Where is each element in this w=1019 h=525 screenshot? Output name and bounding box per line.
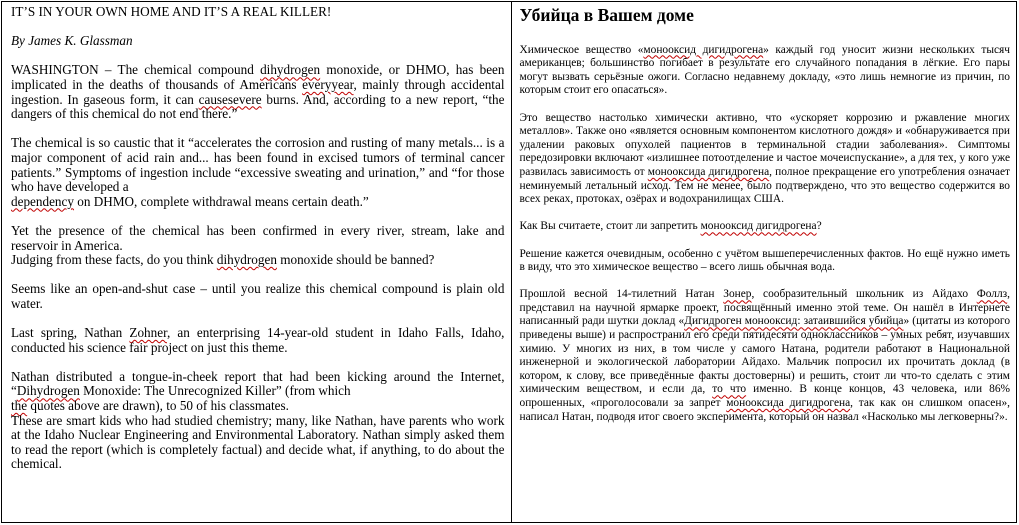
russian-title: Убийца в Вашем доме <box>519 5 694 25</box>
english-paragraph-6: Nathan distributed a tongue-in-cheek report that had been kicking around the Internet, “Dihydrogen Monoxide: The Unrecognized Killer” (from which the quotes above are drawn), to 50 of his classmates. These are smart kids who had studied chemistry; many, like Nathan, have parents who work at the Idaho Nuclear Engineering and Environmental Laboratory. Nathan simply asked them to read the report (which is completely factual) and decide what, if anything, to do about the chemical. <box>11 368 505 472</box>
english-paragraph-1: WASHINGTON – The chemical compound dihydrogen monoxide, or DHMO, has been implicated in the deaths of thousands of Americans everyyear, mainly through accidental ingestion. In gaseous form, it can causesevere burns. And, according to a new report, “the dangers of this chemical do not end there.” <box>11 62 505 122</box>
russian-paragraph-2: Это вещество настолько химически активно, что «ускоряет коррозию и ржавление многих металлов». Также оно «является основным компонентом кислотного дождя» и «обнаруживается при удалении раковых опухолей пациентов в терминальной стадии заболевания». Симптомы передозировки включают «излишнее потоотделение и частое мочеиспускание», а для тех, у кого уже развилась зависимость от монооксида дигидрогена, полное прекращение его употребления означает неминуемый летальный исход. Тем не менее, было подтверждено, что это вещество содержится во всех реках, протоках, озёрах и водохранилищах США. <box>519 111 1010 206</box>
english-column <box>2 2 512 522</box>
english-title: IT’S IN YOUR OWN HOME AND IT’S A REAL KILLER! <box>11 4 332 19</box>
russian-paragraph-5: Прошлой весной 14-тилетний Натан Зонер, сообразительный школьник из Айдахо Фоллз, представил на научной ярмарке проект, посвящённый именно этой теме. Он нашёл в Интернете написанный ради шутки доклад «Дигидроген монооксид: затаившийся убийца» (цитаты из которого приведены выше) и распространил его среди пятидесяти одноклассников – умных ребят, изучавших химию. У многих из них, в том числе у самого Натана, родители работают в Национальной инженерной и экологической лаборатории Айдахо. Мальчик попросил их прочитать доклад (в котором, к слову, все приведённые факты достоверны) и решить, стоит ли что-то сделать с этим химическим веществом, и если да, то что именно. В конце концов, 43 человека, или 86% опрошенных, «проголосовали за запрет монооксида дигидрогена, так как он слишком опасен», написал Натан, подводя итог своего эксперимента, который он назвал «Насколько мы легковерны?». <box>519 288 1011 423</box>
russian-paragraph-3: Как Вы считаете, стоит ли запретить монооксид дигидрогена? <box>519 220 822 233</box>
russian-paragraph-1: Химическое вещество «монооксид дигидрогена» каждый год уносит жизни нескольких тысяч американцев; большинство погибает в результате его случайного попадания в лёгкие. Его пары могут вызвать серьёзные ожоги. Согласно недавнему докладу, «это лишь немногие из причин, по которым стоит его опасаться». <box>519 43 1010 97</box>
russian-paragraph-4: Решение кажется очевидным, особенно с учётом вышеперечисленных фактов. Но ещё нужно иметь в виду, что это химическое вещество – всего лишь обычная вода. <box>519 247 1010 274</box>
english-paragraph-3: Yet the presence of the chemical has been confirmed in every river, stream, lake and reservoir in America. Judging from these facts, do you think dihydrogen monoxide should be banned? <box>11 222 505 268</box>
english-author: By James K. Glassman <box>11 33 133 49</box>
bilingual-table <box>1 1 1017 523</box>
english-paragraph-4: Seems like an open-and-shut case – until you realize this chemical compound is plain old water. <box>11 281 505 311</box>
english-paragraph-2: The chemical is so caustic that it “accelerates the corrosion and rusting of many metals... is a major component of acid rain and... has been found in excised tumors of terminal cancer patients.” Symptoms of ingestion include “excessive sweating and urination,” and “for those who have developed a dependency on DHMO, complete withdrawal means certain death.” <box>11 135 505 209</box>
english-paragraph-5: Last spring, Nathan Zohner, an enterprising 14-year-old student in Idaho Falls, Idaho, conducted his science fair project on just this theme. <box>11 325 505 355</box>
russian-column <box>512 2 1017 522</box>
